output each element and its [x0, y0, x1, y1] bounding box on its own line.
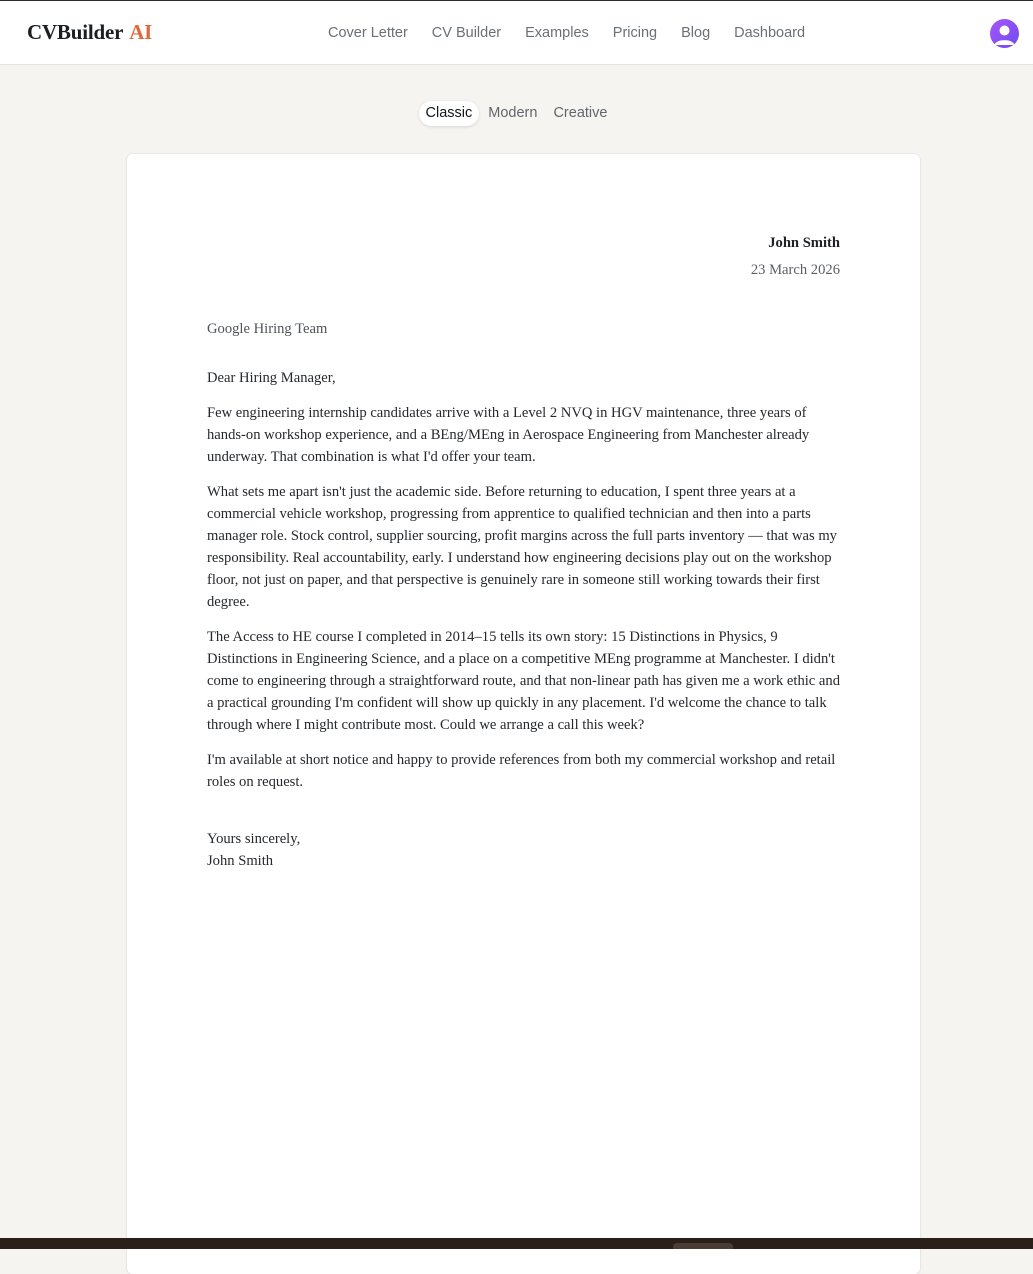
top-navigation-bar [0, 0, 1033, 65]
user-avatar-icon[interactable] [990, 19, 1019, 48]
nav-link-cv-builder[interactable]: CV Builder [431, 25, 502, 41]
nav-link-cover-letter[interactable]: Cover Letter [328, 25, 408, 41]
logo-accent-text: AI [129, 20, 153, 44]
salutation: Dear Hiring Manager, [207, 370, 336, 386]
letter-paragraph: I'm available at short notice and happy to provide references from both my commercial workshop and retail roles on request. [207, 752, 836, 790]
letter-body [207, 232, 840, 872]
signature: John Smith [207, 853, 274, 869]
letter-paragraph: What sets me apart isn't just the academic side. Before returning to education, I spent three years at a commercial vehicle workshop, progressing from apprentice to qualified technician and then into a parts manager role. Stock control, supplier sourcing, profit margins across the full parts inventory — that was my responsibility. Real accountability, early. I understand how engineering decisions play out on the workshop floor, not just on paper, and that perspective is genuinely rare in someone still working towards their first degree. [207, 484, 837, 610]
tab-classic[interactable]: Classic [419, 101, 480, 126]
nav-link-examples[interactable]: Examples [525, 25, 589, 41]
cover-letter-preview [127, 154, 920, 1274]
nav-link-pricing[interactable]: Pricing [612, 25, 658, 41]
recipient: Google Hiring Team [207, 321, 328, 337]
brand-logo[interactable] [27, 20, 152, 45]
nav-link-blog[interactable]: Blog [681, 25, 711, 41]
bottom-taskbar-strip [0, 1238, 1033, 1249]
nav-link-dashboard[interactable]: Dashboard [734, 25, 806, 41]
letter-paragraph: The Access to HE course I completed in 2014–15 tells its own story: 15 Distinctions in Physics, 9 Distinctions in Engineering Science, and a place on a competitive MEng programme at Manchester. I didn't come to engineering through a straightforward route, and that non-linear path has given me a work ethic and a practical grounding I'm confident will show up quickly in any placement. I'd welcome the chance to talk through where I might contribute most. Could we arrange a call this week? [207, 629, 840, 733]
taskbar-item [673, 1243, 733, 1249]
letter-paragraph: Few engineering internship candidates arrive with a Level 2 NVQ in HGV maintenance, three years of hands-on workshop experience, and a BEng/MEng in Aerospace Engineering from Manchester already underway. That combination is what I'd offer your team. [207, 405, 810, 465]
template-tabs [0, 101, 1033, 126]
closing: Yours sincerely, [207, 831, 301, 847]
letter-date: 23 March 2026 [750, 262, 840, 278]
tab-creative[interactable]: Creative [553, 105, 608, 121]
logo-text: CVBuilder [27, 20, 124, 44]
tab-modern[interactable]: Modern [488, 105, 538, 121]
user-silhouette-icon [990, 19, 1019, 48]
main-nav [316, 1, 817, 65]
sender-name: John Smith [768, 235, 840, 251]
